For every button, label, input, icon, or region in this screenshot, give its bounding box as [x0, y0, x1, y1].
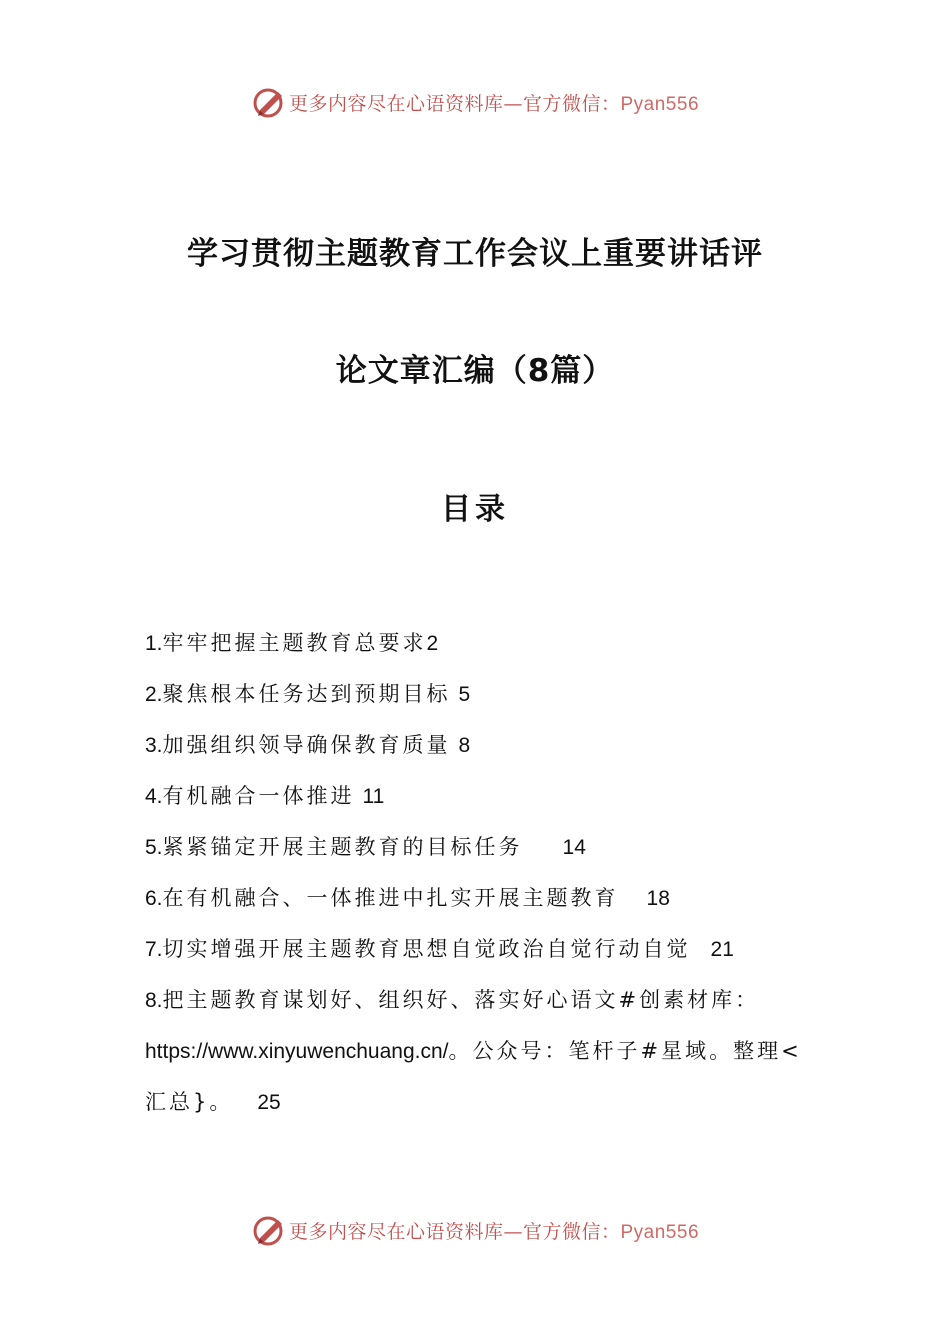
- header-banner-text: 更多内容尽在心语资料库—官方微信：Pyan556: [288, 92, 700, 115]
- toc-page-number: 14: [562, 836, 586, 859]
- pen-logo-icon: [251, 1212, 287, 1248]
- footer-watermark-banner: [0, 1210, 950, 1250]
- header-watermark-banner: [0, 82, 950, 122]
- toc-page-number: 5: [458, 683, 471, 706]
- toc-item-1[interactable]: 1.牢牢把握主题教育总要求2: [145, 631, 439, 655]
- toc-page-number: 18: [646, 887, 670, 910]
- toc-item-url: https://www.xinyuwenchuang.cn/: [145, 1040, 449, 1063]
- toc-page-number: 8: [458, 734, 471, 757]
- toc-page-number: 2: [426, 632, 439, 655]
- document-title-line-2: 论文章汇编（8篇）: [335, 353, 615, 389]
- toc-item-4[interactable]: 4.有机融合一体推进 11: [145, 784, 385, 808]
- table-of-contents: [145, 618, 810, 1128]
- footer-banner-handle: Pyan556: [620, 1221, 700, 1243]
- pen-logo-icon: [251, 84, 287, 120]
- toc-page-number: 25: [257, 1091, 281, 1114]
- toc-item-3[interactable]: 3.加强组织领导确保教育质量 8: [145, 733, 471, 757]
- header-banner-handle: Pyan556: [620, 93, 700, 115]
- toc-item-7[interactable]: 7.切实增强开展主题教育思想自觉政治自觉行动自觉 21: [145, 937, 734, 961]
- toc-item-8[interactable]: 8.把主题教育谋划好、组织好、落实好心语文#创素材库： https://www.xinyuwenchuang.cn/。公众号：笔杆子#星域。整理<汇总}。 25: [145, 988, 802, 1114]
- toc-page-number: 21: [710, 938, 734, 961]
- toc-page-number: 11: [362, 785, 385, 808]
- toc-item-5[interactable]: 5.紧紧锚定开展主题教育的目标任务 14: [145, 835, 586, 859]
- document-title-line-1: 学习贯彻主题教育工作会议上重要讲话评: [187, 236, 763, 272]
- toc-item-6[interactable]: 6.在有机融合、一体推进中扎实开展主题教育 18: [145, 886, 670, 910]
- toc-heading: 目录: [441, 492, 509, 527]
- footer-banner-text: 更多内容尽在心语资料库—官方微信：Pyan556: [288, 1220, 700, 1243]
- toc-item-2[interactable]: 2.聚焦根本任务达到预期目标 5: [145, 682, 471, 706]
